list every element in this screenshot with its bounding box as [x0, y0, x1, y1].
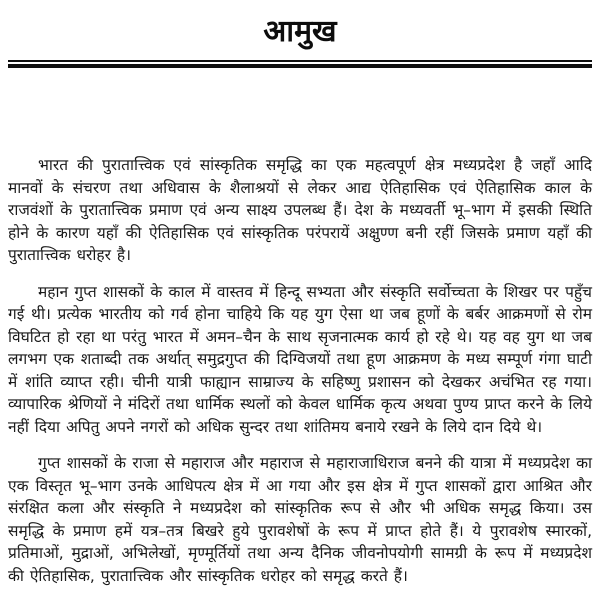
body-paragraph-2: महान गुप्त शासकों के काल में वास्तव में हिन्दू सभ्यता और संस्कृति सर्वोच्चता के शिखर पर पहुँच गई थी। प्रत्येक भारतीय को गर्व होना चाहिये कि यह युग ऐसा था जब हूणों के बर्बर आक्रमणों से रोम विघटित हो रहा था परंतु भारत में अमन–चैन के साथ सृजनात्मक कार्य हो रहे थे। यह वह युग था जब लगभग एक शताब्दी तक अर्थात् समुद्रगुप्त की दिग्विजयों तथा हूण आक्रमण के मध्य सम्पूर्ण गंगा घाटी में शांति व्याप्त रही। चीनी यात्री फाह्यान साम्राज्य के सहिष्णु प्रशासन को देखकर अचंभित रह गया। व्यापारिक श्रेणियों ने मंदिरों तथा धार्मिक स्थलों को केवल धार्मिक कृत्य अथवा पुण्य प्राप्त करने के लिये नहीं दिया अपितु अपने नगरों को अधिक सुन्दर तथा शांतिमय बनाये रखने के लिये दान दिये थे। — [8, 282, 592, 436]
page-title: आमुख — [263, 14, 337, 49]
body-paragraph-1: भारत की पुरातात्त्विक एवं सांस्कृतिक समृद्धि का एक महत्वपूर्ण क्षेत्र मध्यप्रदेश है जहाँ आदि मानवों के संचरण तथा अधिवास के शैलाश्रयों से लेकर आद्य ऐतिहासिक एवं ऐतिहासिक काल के राजवंशों के पुरातात्त्विक प्रमाण एवं अन्य साक्ष्य उपलब्ध हैं। देश के मध्यवर्ती भू–भाग में इसकी स्थिति होने के कारण यहाँ की ऐतिहासिक एवं सांस्कृतिक परंपरायें अक्षुण्ण बनी रहीं जिसके प्रमाण यहाँ की पुरातात्त्विक धरोहर है। — [8, 156, 592, 264]
title-divider-rule — [8, 60, 592, 68]
body-paragraph-3: गुप्त शासकों के राजा से महाराज और महाराज से महाराजाधिराज बनने की यात्रा में मध्यप्रदेश का एक विस्तृत भू–भाग उनके आधिपत्य क्षेत्र में आ गया और इस क्षेत्र में गुप्त शासकों द्वारा आश्रित और संरक्षित कला और संस्कृति ने मध्यप्रदेश को सांस्कृतिक रूप से और भी अधिक समृद्ध किया। उस समृद्धि के प्रमाण हमें यत्र–तत्र बिखरे हुये पुरावशेषों के रूप में प्राप्त होते हैं। ये पुरावशेष स्मारकों, प्रतिमाओं, मुद्राओं, अभिलेखों, मृण्मूर्तियों तथा अन्य दैनिक जीवनोपयोगी सामग्री के रूप में मध्यप्रदेश की ऐतिहासिक, पुरातात्त्विक और सांस्कृतिक धरोहर को समृद्ध करते हैं। — [8, 454, 592, 585]
preface-body — [8, 154, 592, 587]
